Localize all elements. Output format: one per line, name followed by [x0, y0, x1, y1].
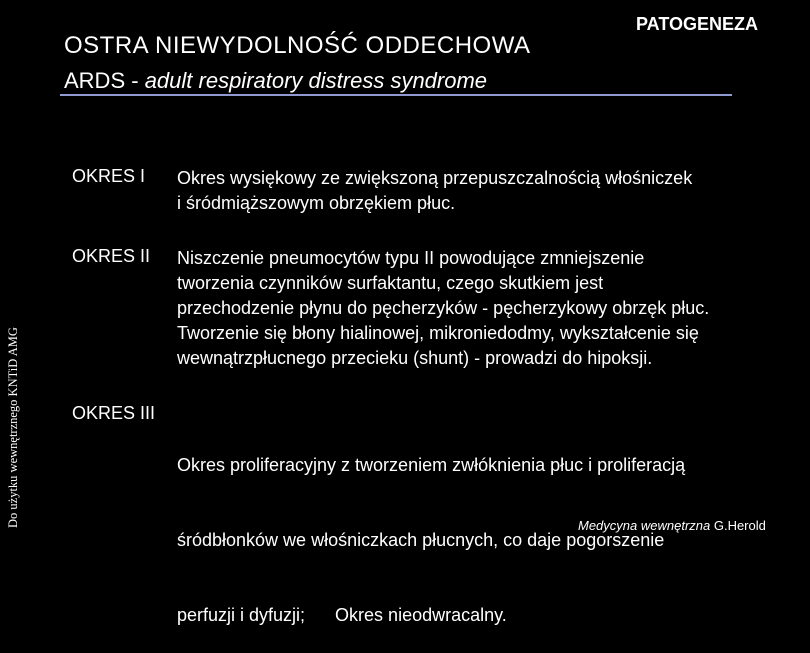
period-3-line: perfuzji i dyfuzji; Okres nieodwracalny. [177, 605, 507, 625]
period-1-line: Okres wysiękowy ze zwiększoną przepuszczalnością włośniczek [177, 168, 693, 188]
period-1-description [177, 166, 692, 216]
slide-subtitle [64, 68, 487, 94]
period-2-line: Tworzenie się błony hialinowej, mikroniedodmy, wykształcenie się [177, 323, 699, 343]
period-2-line: wewnątrzpłucnego przecieku (shunt) - prowadzi do hipoksji. [177, 348, 653, 368]
subtitle-prefix: ARDS - [64, 68, 145, 93]
section-label: PATOGENEZA [636, 14, 759, 34]
period-3-line: śródbłonków we włośniczkach płucnych, co daje pogorszenie [177, 530, 665, 550]
side-watermark-text: Do użytku wewnętrznego KNTiD AMG [6, 327, 20, 528]
period-1-line: i śródmiąższowym obrzękiem płuc. [177, 193, 456, 213]
subtitle-italic: adult respiratory distress syndrome [144, 68, 488, 93]
period-2-line: tworzenia czynników surfaktantu, czego skutkiem jest [177, 273, 604, 293]
period-3-label: OKRES III [72, 403, 156, 423]
footer-author: G.Herold [713, 518, 766, 533]
slide-title: OSTRA NIEWYDOLNOŚĆ ODDECHOWA [64, 32, 531, 59]
period-2-description [177, 246, 709, 371]
period-2-line: Niszczenie pneumocytów typu II powodujące zmniejszenie [177, 248, 645, 268]
title-divider [60, 94, 732, 96]
period-1-label: OKRES I [72, 166, 146, 186]
footer-title: Medycyna wewnętrzna [578, 518, 714, 533]
source-footer [578, 518, 766, 533]
period-2-line: przechodzenie płynu do pęcherzyków - pęcherzykowy obrzęk płuc. [177, 298, 710, 318]
period-3-line: Okres proliferacyjny z tworzeniem zwłóknienia płuc i proliferacją [177, 455, 686, 475]
period-2-label: OKRES II [72, 246, 151, 266]
